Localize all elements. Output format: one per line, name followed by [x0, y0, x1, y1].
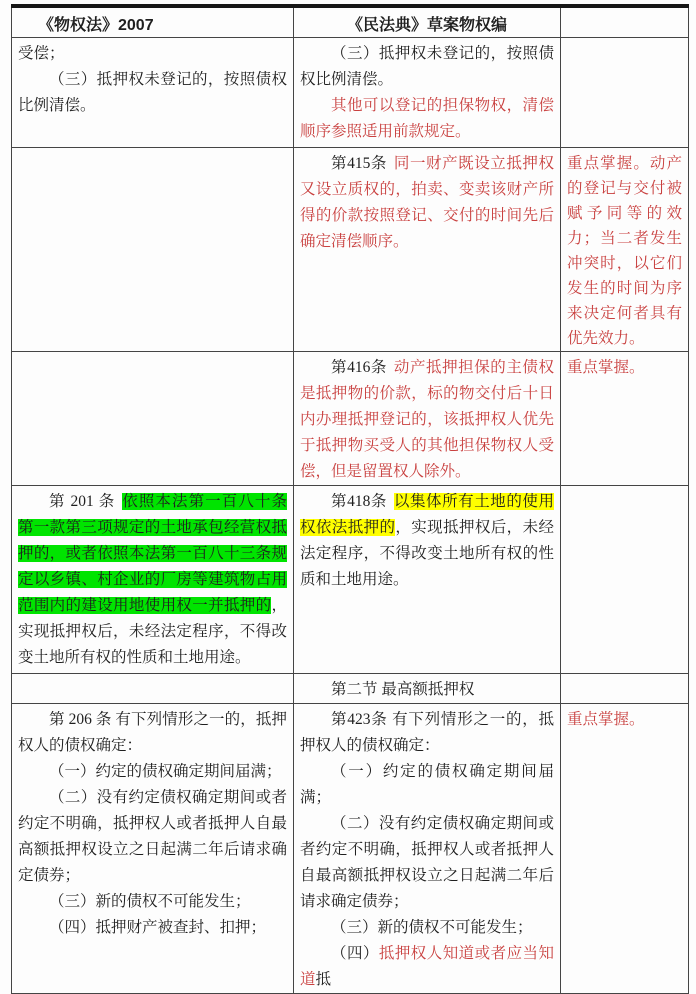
- cell-draft-section-title: [294, 674, 561, 704]
- article-text: ，实现抵押权后，未经法定程序，不得改变土地所有权的性质和土地用途。: [300, 519, 554, 588]
- cell-draft-article-415: [294, 148, 561, 352]
- article-text-red: 同一财产既设立抵押权又设立质权的，拍卖、变卖该财产所得的价款按照登记、交付的时间先后确定清偿顺序。: [300, 155, 554, 250]
- paragraph: 第 206 条 有下列情形之一的，抵押权人的债权确定：: [18, 711, 287, 754]
- article-number: 第416条: [331, 359, 387, 376]
- cell-note-416: [561, 352, 689, 486]
- article-text-red: 动产抵押担保的主债权是抵押物的价款，标的物交付后十日内办理抵押登记的，该抵押权人优先于抵押物买受人的其他担保物权人受偿，但是留置权人除外。: [300, 359, 554, 480]
- article-number: 第418条: [331, 493, 387, 510]
- header-civil-code-draft: 《民法典》草案物权编: [294, 6, 561, 38]
- table-row: [12, 148, 689, 352]
- header-property-law-2007: 《物权法》2007: [12, 6, 294, 38]
- paragraph: （四）抵押财产被查封、扣押；: [49, 919, 267, 936]
- paragraph: 受偿；: [18, 45, 65, 62]
- paragraph: （三）抵押权未登记的，按照债权比例清偿。: [18, 71, 287, 114]
- yellow-highlight-text: 以集体所有土地的使用权依法抵押的: [300, 493, 554, 536]
- green-highlight-text: 依照本法第一百八十条第一款第三项规定的土地承包经营权抵押的，或者依照本法第一百八十三条规定以乡镇、村企业的厂房等建筑物占用范围内的建设用地使用权一并抵押的: [18, 493, 287, 614]
- cell-law2007-empty: [12, 148, 294, 352]
- paragraph-red-addition: 其他可以登记的担保物权，清偿顺序参照适用前款规定。: [300, 97, 554, 140]
- table-row: [12, 38, 689, 148]
- law-comparison-table: [11, 4, 689, 994]
- cell-note-empty: [561, 674, 689, 704]
- list-item-prefix: （四）: [331, 945, 379, 962]
- cell-note-empty: [561, 486, 689, 674]
- article-text: ，实现抵押权后，未经法定程序，不得改变土地所有权的性质和土地用途。: [18, 597, 287, 666]
- paragraph: （三）新的债权不可能发生；: [331, 919, 533, 936]
- article-number: 第 201 条: [49, 493, 116, 510]
- table-row: [12, 674, 689, 704]
- table-row: [12, 352, 689, 486]
- cell-law2007-compensation: [12, 38, 294, 148]
- cell-law2007-article-206: [12, 704, 294, 994]
- cell-note-empty: [561, 38, 689, 148]
- table-row: [12, 486, 689, 674]
- paragraph: （二）没有约定债权确定期间或者约定不明确，抵押权人或者抵押人自最高额抵押权设立之日起满二年后请求确定债券；: [300, 815, 554, 910]
- article-text: 抵: [315, 971, 332, 988]
- cell-law2007-article-201: [12, 486, 294, 674]
- cell-draft-article-416: [294, 352, 561, 486]
- table-header-row: [12, 6, 689, 38]
- annotation-text: 重点掌握。动产的登记与交付被赋予同等的效力；当二者发生冲突时，以它们发生的时间为序来决定何者具有优先效力。: [567, 155, 682, 347]
- cell-law2007-empty: [12, 674, 294, 704]
- cell-draft-article-423: [294, 704, 561, 994]
- paragraph: （一）约定的债权确定期间届满；: [300, 763, 554, 806]
- cell-law2007-empty: [12, 352, 294, 486]
- paragraph: 第423条 有下列情形之一的，抵押权人的债权确定：: [300, 711, 554, 754]
- paragraph: [300, 355, 554, 485]
- section-title: 第二节 最高额抵押权: [331, 681, 475, 698]
- table-row: [12, 704, 689, 994]
- paragraph: （三）抵押权未登记的，按照债权比例清偿。: [300, 45, 554, 88]
- cell-note-423: [561, 704, 689, 994]
- paragraph: （三）新的债权不可能发生；: [49, 893, 251, 910]
- paragraph: （二）没有约定债权确定期间或者约定不明确，抵押权人或者抵押人自最高额抵押权设立之日起满二年后请求确定债券；: [18, 789, 287, 884]
- paragraph: [300, 941, 554, 993]
- article-number: 第415条: [331, 155, 387, 172]
- annotation-text: 重点掌握。: [567, 711, 645, 728]
- paragraph: [18, 489, 287, 671]
- paragraph: （一）约定的债权确定期间届满；: [49, 763, 282, 780]
- cell-note-415: [561, 148, 689, 352]
- changed-text-red: 抵押权人知道或者应当知道: [300, 945, 554, 988]
- cell-draft-compensation: [294, 38, 561, 148]
- header-notes-column: [561, 6, 689, 38]
- paragraph: [300, 489, 554, 593]
- annotation-text: 重点掌握。: [567, 359, 645, 376]
- cell-draft-article-418: [294, 486, 561, 674]
- paragraph: [300, 151, 554, 255]
